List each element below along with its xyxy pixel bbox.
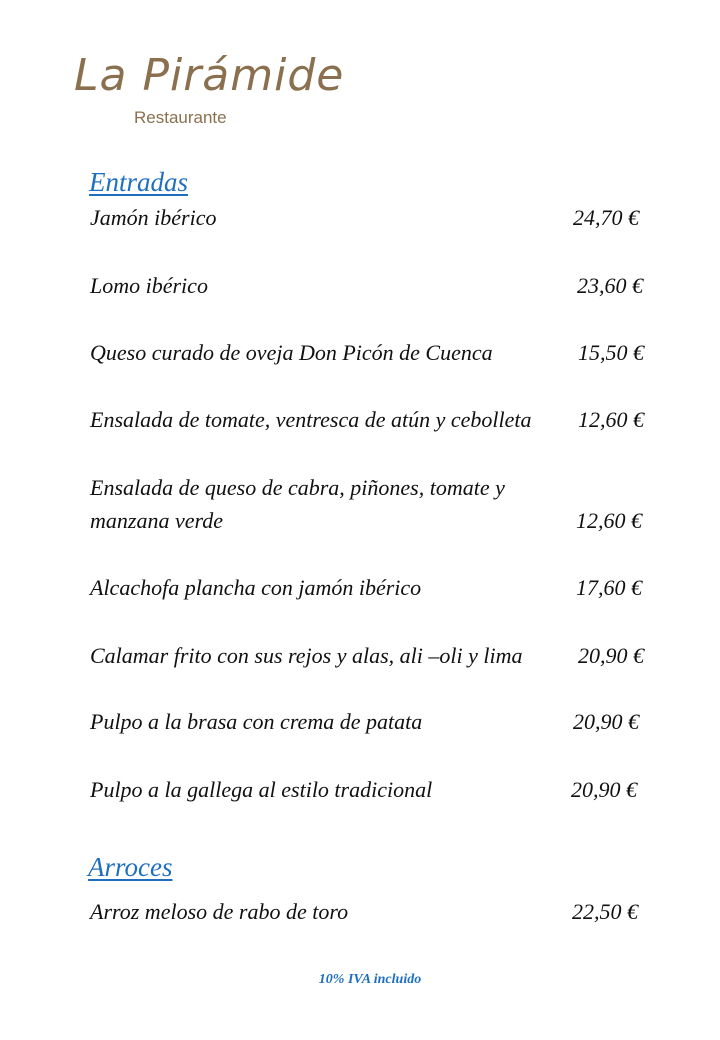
menu-item-price: 22,50 € <box>572 899 638 924</box>
menu-item-price: 20,90 € <box>571 777 637 802</box>
menu-item-price: 12,60 € <box>578 407 644 432</box>
logo-subtitle: Restaurante <box>134 108 227 127</box>
menu-item-name: Calamar frito con sus rejos y alas, ali –oli y lima <box>90 643 523 668</box>
logo-name: La Pirámide <box>74 50 345 101</box>
menu-item-name: Pulpo a la gallega al estilo tradicional <box>90 777 433 802</box>
menu-item-name-line1: Ensalada de queso de cabra, piñones, tomate y <box>90 475 505 500</box>
menu-item-name: Alcachofa plancha con jamón ibérico <box>90 575 422 600</box>
menu-item-price: 17,60 € <box>576 575 642 600</box>
vat-note: 10% IVA incluido <box>318 972 422 987</box>
restaurant-logo <box>74 50 345 134</box>
menu-item-name: Arroz meloso de rabo de toro <box>90 899 349 924</box>
menu-item-price: 23,60 € <box>577 273 643 298</box>
menu-item-name: Pulpo a la brasa con crema de patata <box>90 709 423 734</box>
menu-item-price: 20,90 € <box>573 709 639 734</box>
menu-item-name: Jamón ibérico <box>90 205 217 230</box>
menu-item-name: Ensalada de tomate, ventresca de atún y cebolleta <box>90 407 532 432</box>
menu-item-name: Queso curado de oveja Don Picón de Cuenca <box>90 340 493 365</box>
menu-item-price: 24,70 € <box>573 205 639 230</box>
section-title-entradas: Entradas <box>89 167 189 197</box>
menu-item-name-line2: manzana verde <box>90 508 223 533</box>
section-title-arroces: Arroces <box>88 852 173 882</box>
menu-item-price: 20,90 € <box>578 643 644 668</box>
menu-item-price: 15,50 € <box>578 340 644 365</box>
menu-item-name: Lomo ibérico <box>90 273 208 298</box>
menu-item-price: 12,60 € <box>576 508 642 533</box>
